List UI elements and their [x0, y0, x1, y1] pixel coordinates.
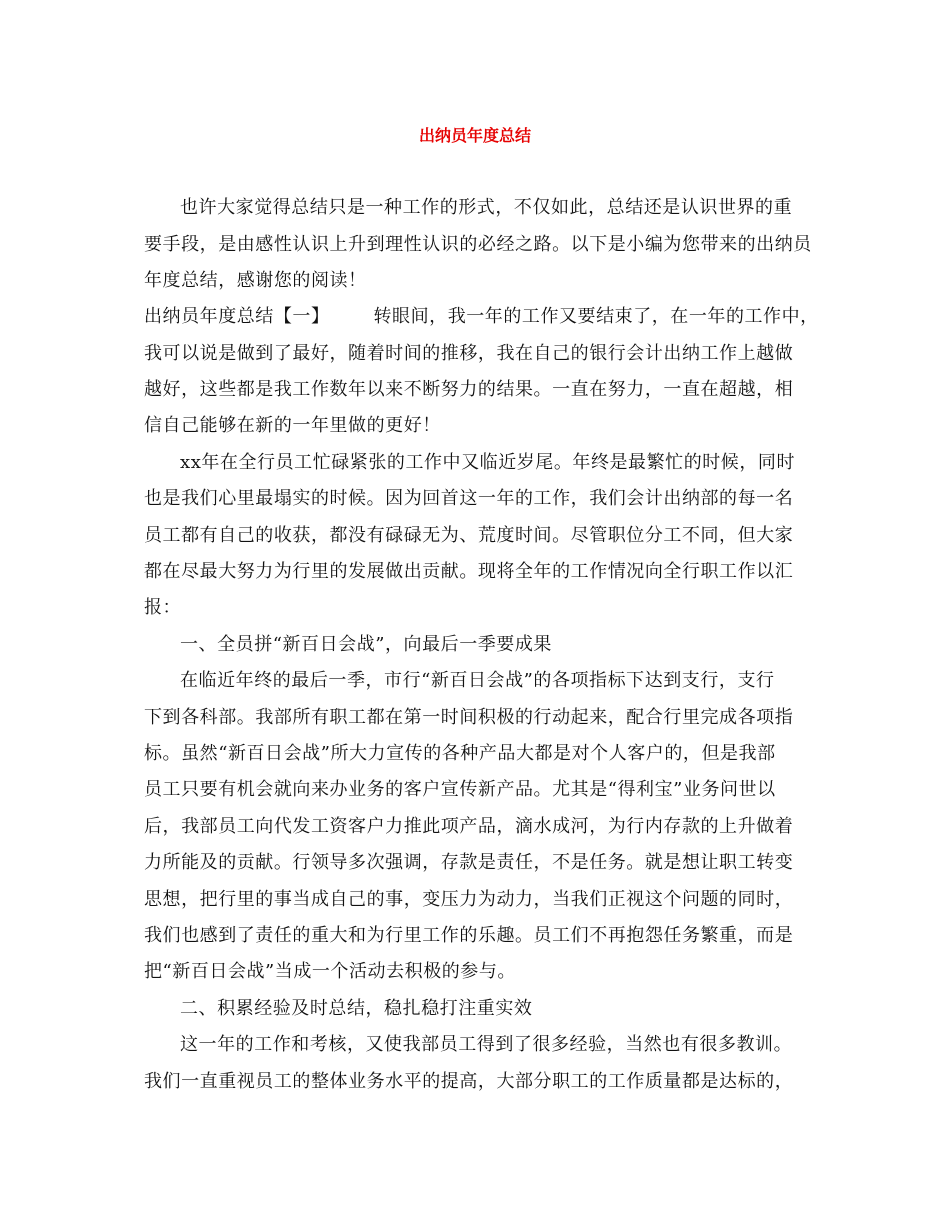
paragraph-line: 要手段，是由感性认识上升到理性认识的必经之路。以下是小编为您带来的出纳员	[144, 234, 812, 255]
section-heading: 一、全员拼“新百日会战”，向最后一季要成果	[180, 634, 552, 655]
paragraph-line: 思想，把行里的事当成自己的事，变压力为动力，当我们正视这个问题的同时，	[144, 889, 794, 910]
paragraph-line: 下到各科部。我部所有职工都在第一时间积极的行动起来，配合行里完成各项指	[144, 707, 794, 728]
paragraph-line: 报：	[144, 597, 182, 618]
paragraph-line: 后，我部员工向代发工资客户力推此项产品，滴水成河，为行内存款的上升做着	[144, 816, 794, 837]
document-title: 出纳员年度总结	[418, 126, 531, 145]
paragraph-line: 把“新百日会战”当成一个活动去积极的参与。	[144, 961, 516, 982]
paragraph-line: 都在尽最大努力为行里的发展做出贡献。现将全年的工作情况向全行职工作以汇	[144, 561, 794, 582]
paragraph-text: 转眼间，我一年的工作又要结束了，在一年的工作中，	[373, 306, 819, 327]
paragraph-line: 年度总结，感谢您的阅读！	[144, 270, 367, 291]
paragraph-line: 我们也感到了责任的重大和为行里工作的乐趣。员工们不再抱怨任务繁重，而是	[144, 925, 794, 946]
paragraph-line: 信自己能够在新的一年里做的更好！	[144, 415, 441, 436]
section-heading: 二、积累经验及时总结，稳扎稳打注重实效	[180, 998, 533, 1019]
paragraph-line: 我们一直重视员工的整体业务水平的提高，大部分职工的工作质量都是达标的，	[144, 1071, 794, 1092]
paragraph-line: 力所能及的贡献。行领导多次强调，存款是责任，不是任务。就是想让职工转变	[144, 852, 794, 873]
paragraph-line: 员工只要有机会就向来办业务的客户宣传新产品。尤其是“得利宝”业务问世以	[144, 779, 776, 800]
paragraph-line: 员工都有自己的收获，都没有碌碌无为、荒度时间。尽管职位分工不同，但大家	[144, 525, 794, 546]
paragraph-line: 也是我们心里最塌实的时候。因为回首这一年的工作，我们会计出纳部的每一名	[144, 488, 794, 509]
section-heading-line	[144, 305, 819, 329]
paragraph-line: 也许大家觉得总结只是一种工作的形式，不仅如此，总结还是认识世界的重	[180, 197, 793, 218]
paragraph-line: 我可以说是做到了最好，随着时间的推移，我在自己的银行会计出纳工作上越做	[144, 343, 794, 364]
paragraph-line: 在临近年终的最后一季，市行“新百日会战”的各项指标下达到支行，支行	[180, 670, 775, 691]
paragraph-line: 越好，这些都是我工作数年以来不断努力的结果。一直在努力，一直在超越，相	[144, 379, 794, 400]
section-heading: 出纳员年度总结【一】	[144, 306, 330, 327]
paragraph-line: 这一年的工作和考核，又使我部员工得到了很多经验，当然也有很多教训。	[180, 1034, 793, 1055]
paragraph-line: xx年在全行员工忙碌紧张的工作中又临近岁尾。年终是最繁忙的时候，同时	[180, 452, 795, 473]
paragraph-line: 标。虽然“新百日会战”所大力宣传的各种产品大都是对个人客户的，但是我部	[144, 743, 776, 764]
